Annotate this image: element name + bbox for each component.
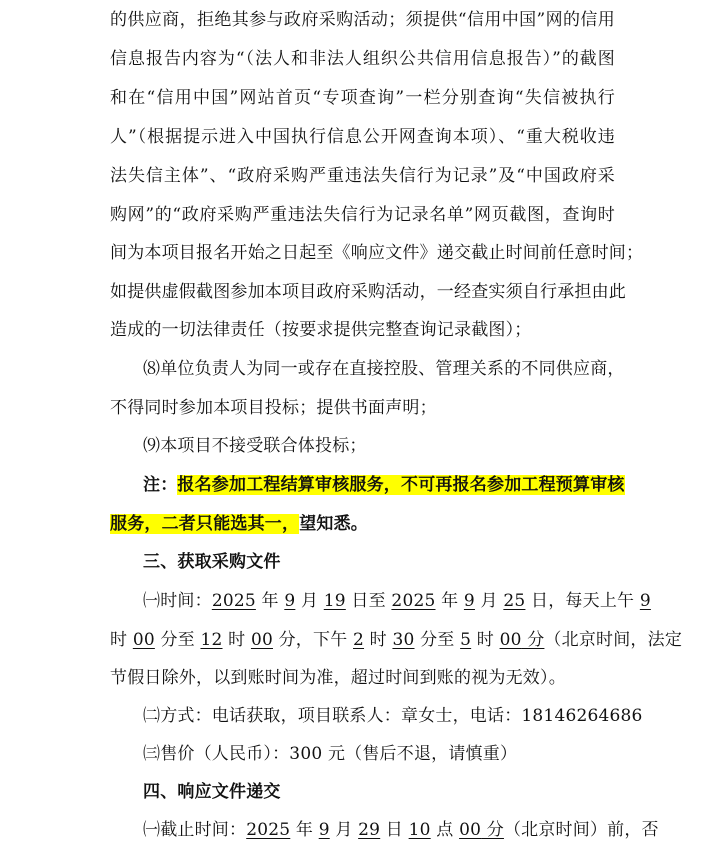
text-line: 间为本项目报名开始之日起至《响应文件》递交截止时间前任意时间； [110, 243, 644, 263]
text: 分 [521, 630, 545, 650]
text: 年 [255, 591, 285, 611]
note-line-2 [110, 509, 615, 539]
deadline-line [143, 815, 659, 845]
text: 日 [380, 820, 409, 840]
year: 2025 [246, 820, 291, 840]
text-line: 如提供虚假截图参加本项目政府采购活动，一经查实须自行承担由此 [110, 282, 626, 302]
text: 分 [481, 820, 504, 840]
text: 月 [295, 591, 324, 611]
text: （北京时间，法定 [544, 630, 683, 650]
time-line-3: 节假日除外，以到账时间为准，超过时间到账的视为无效）。 [110, 668, 566, 688]
text: 点 [430, 820, 460, 840]
text-line: 造成的一切法律责任（按要求提供完整查询记录截图）； [110, 320, 532, 340]
text: 年 [290, 820, 319, 840]
text-line: 购网”的“政府采购严重违法失信行为记录名单”网页截图，查询时 [110, 205, 615, 225]
day: 29 [358, 820, 381, 840]
hour: 5 [460, 630, 472, 650]
year: 2025 [211, 591, 256, 611]
minute: 00 [132, 630, 155, 650]
hour: 12 [200, 630, 223, 650]
month: 9 [318, 820, 330, 840]
minute: 30 [392, 630, 415, 650]
text: 日，每天上午 [525, 591, 640, 611]
text: 日至 [345, 591, 392, 611]
text-line: 的供应商，拒绝其参与政府采购活动；须提供“信用中国”网的信用 [110, 10, 615, 30]
item-8-line: 不得同时参加本项目投标；提供书面声明； [110, 398, 437, 418]
note-prefix: 注： [143, 475, 178, 495]
year: 2025 [391, 591, 436, 611]
text: 年 [435, 591, 464, 611]
day: 19 [323, 591, 346, 611]
text: ㈠时间： [143, 591, 212, 611]
text-line: 信息报告内容为“（法人和非法人组织公共信用信息报告）”的截图 [110, 49, 615, 69]
text: 时 [110, 630, 133, 650]
section-3-heading: 三、获取采购文件 [143, 552, 281, 572]
section-4-heading: 四、响应文件递交 [143, 782, 281, 802]
text: 月 [474, 591, 504, 611]
hour: 10 [408, 820, 431, 840]
month: 9 [284, 591, 296, 611]
text: 月 [329, 820, 359, 840]
text: （北京时间）前，否 [503, 820, 659, 840]
item-8-line: ⑻单位负责人为同一或存在直接控股、管理关系的不同供应商， [143, 359, 625, 379]
time-line-1 [143, 586, 651, 616]
method-line: ㈡方式：电话获取，项目联系人：章女士，电话：18146264686 [143, 706, 643, 726]
month: 9 [463, 591, 475, 611]
text-line: 法失信主体”、“政府采购严重违法失信行为记录”及“中国政府采 [110, 166, 615, 186]
day: 25 [503, 591, 526, 611]
note-highlight: 报名参加工程结算审核服务，不可再报名参加工程预算审核 [177, 475, 625, 495]
item-9-line: ⑼本项目不接受联合体投标； [143, 436, 367, 456]
text: 分至 [414, 630, 461, 650]
hour: 9 [639, 591, 651, 611]
minute: 00 [499, 630, 522, 650]
text: 时 [471, 630, 500, 650]
text: 分，下午 [272, 630, 353, 650]
text: 时 [222, 630, 251, 650]
note-line-1 [143, 470, 625, 500]
note-highlight: 服务，二者只能选其一， [110, 514, 300, 534]
note-text: 望知悉。 [299, 514, 369, 534]
hour: 2 [353, 630, 365, 650]
minute: 00 [250, 630, 273, 650]
text: 分至 [154, 630, 201, 650]
time-line-2 [110, 625, 683, 655]
text: ㈠截止时间： [143, 820, 247, 840]
text-line: 和在“信用中国”网站首页“专项查询”一栏分别查询“失信被执行 [110, 88, 615, 108]
price-line: ㈢售价（人民币）：300 元（售后不退，请慎重） [143, 744, 518, 764]
text: 时 [364, 630, 393, 650]
minute: 00 [459, 820, 482, 840]
text-line: 人”（根据提示进入中国执行信息公开网查询本项）、“重大税收违 [110, 127, 615, 147]
